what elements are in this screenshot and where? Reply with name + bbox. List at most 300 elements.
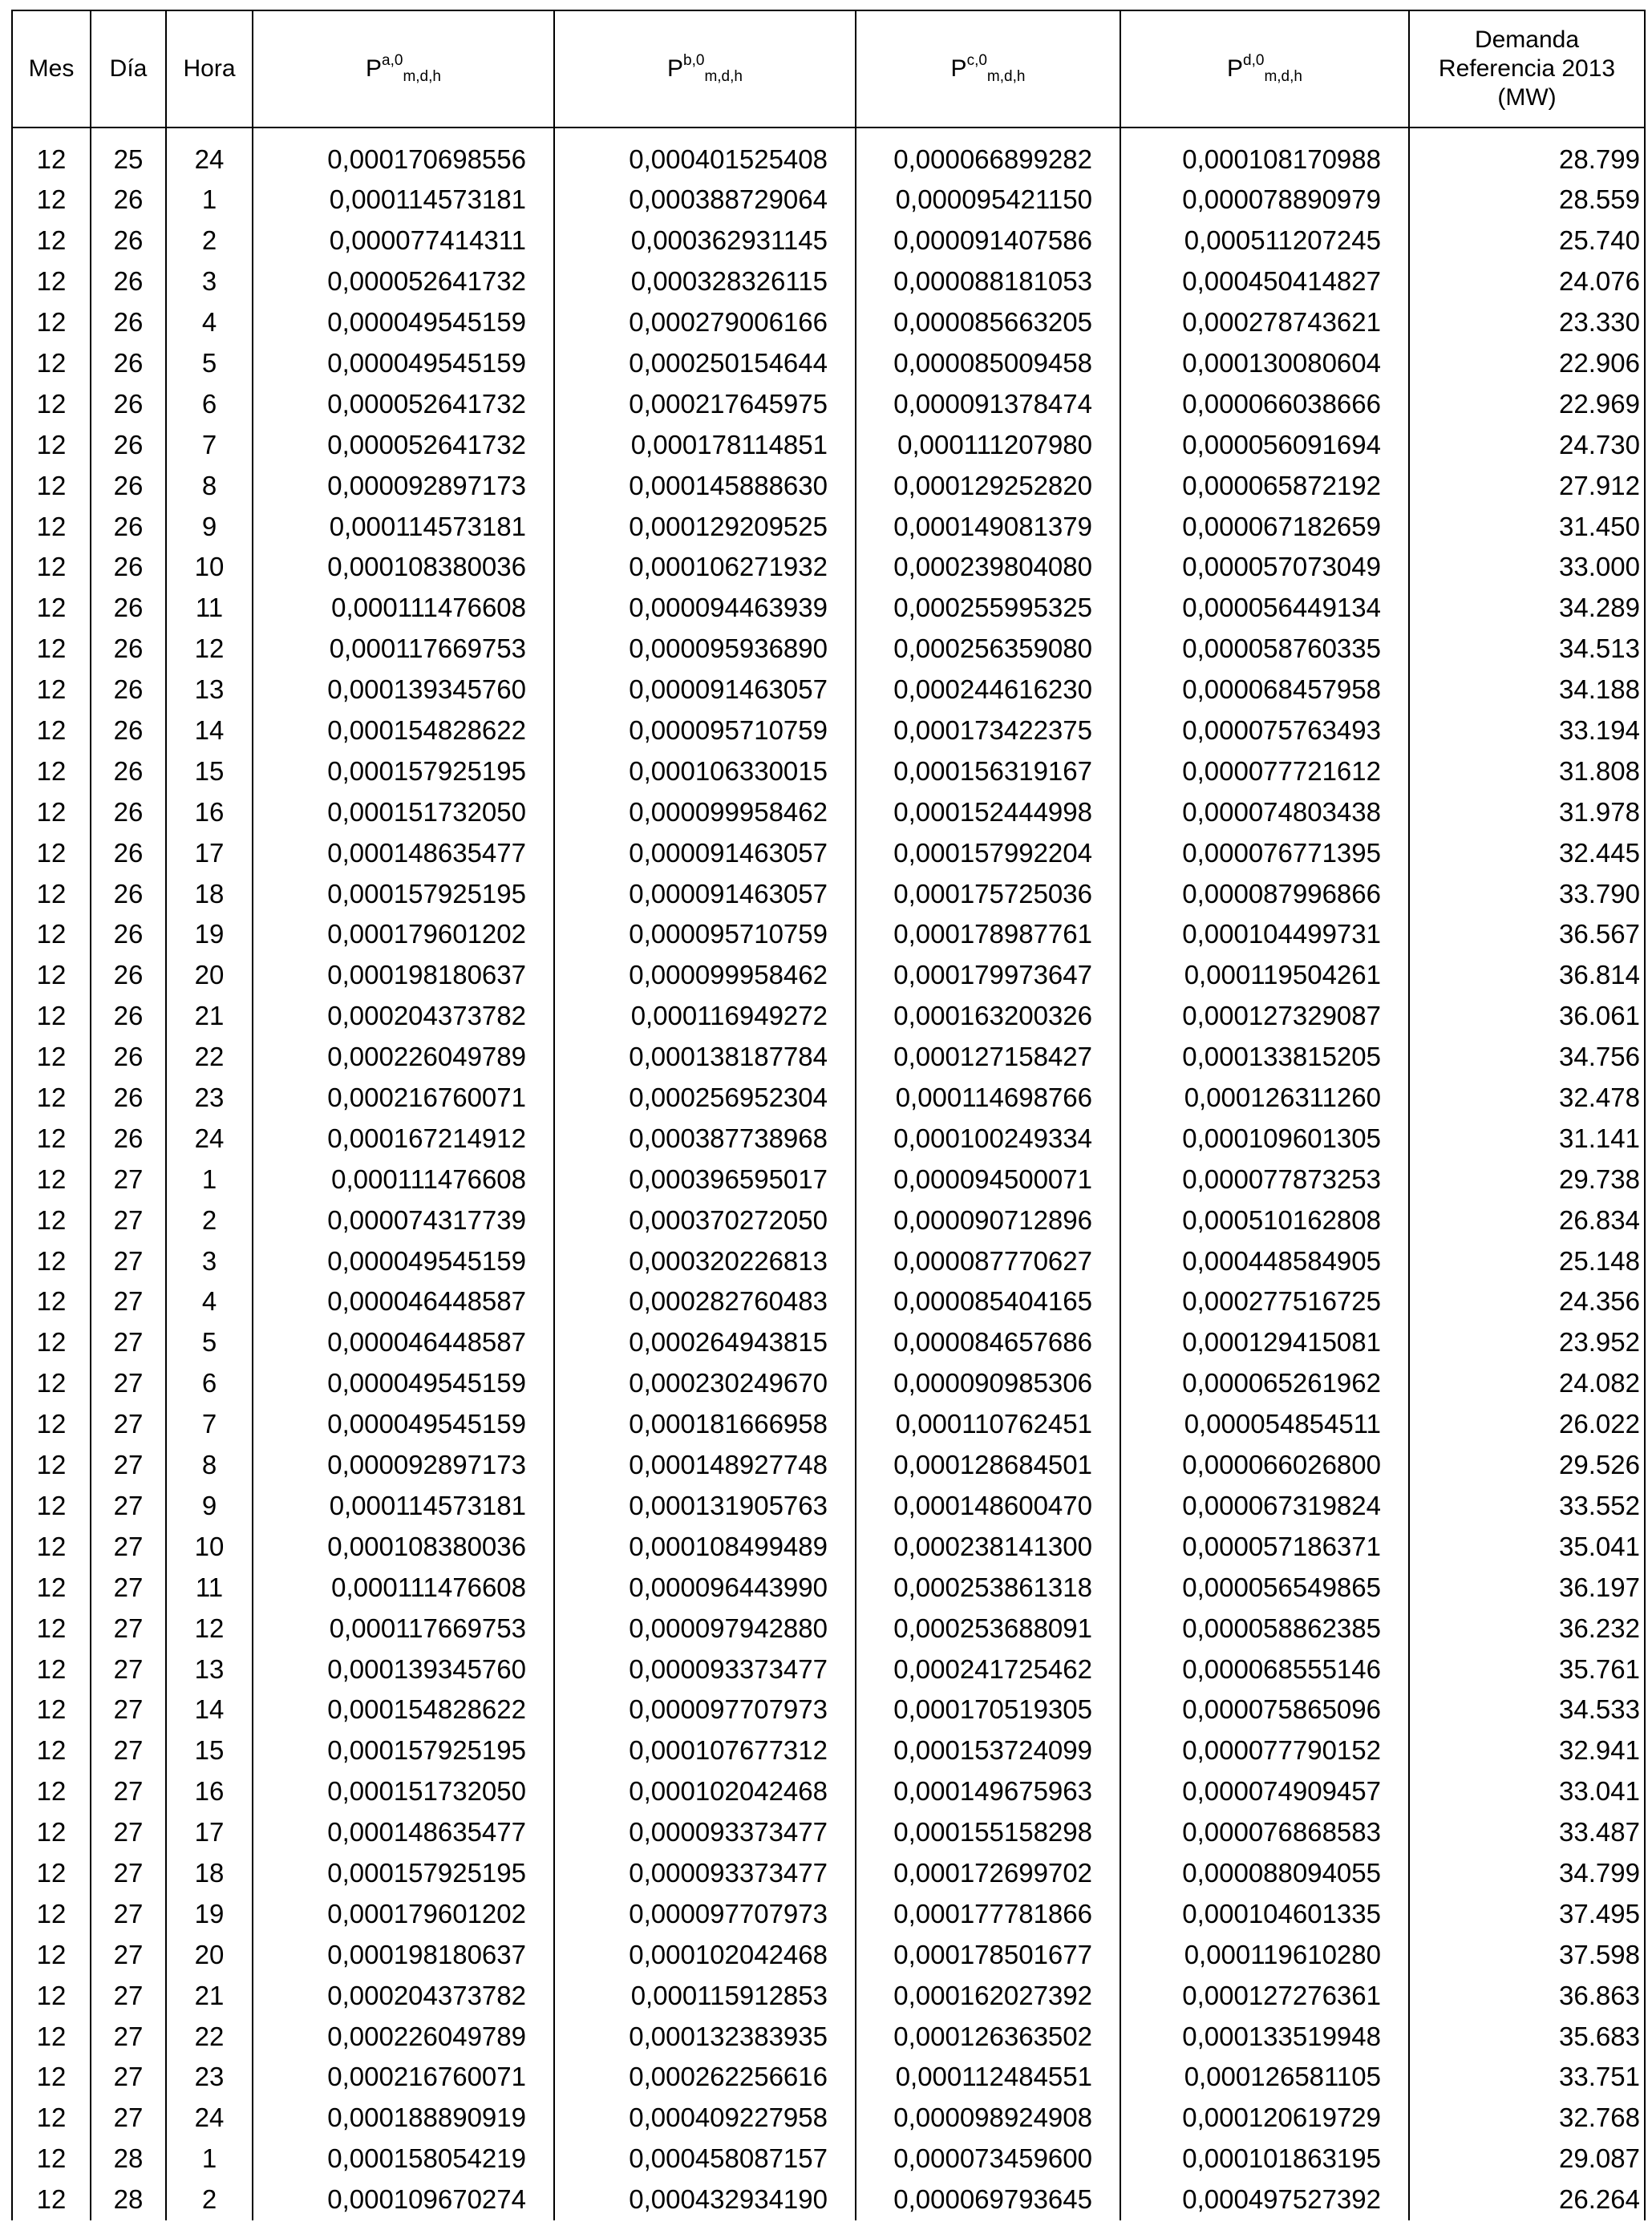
cell-pc: 0,000114698766 [856,1078,1120,1119]
cell-pb: 0,000091463057 [554,873,856,914]
cell-pd: 0,000450414827 [1120,261,1409,302]
cell-pc: 0,000129252820 [856,465,1120,506]
cell-demanda: 36.567 [1409,914,1645,955]
cell-hora: 7 [166,424,253,465]
cell-hora: 24 [166,1118,253,1159]
cell-hora: 24 [166,2098,253,2139]
cell-pb: 0,000178114851 [554,424,856,465]
cell-pb: 0,000095710759 [554,710,856,751]
cell-dia: 26 [91,1078,166,1119]
cell-pd: 0,000065872192 [1120,465,1409,506]
cell-demanda: 34.756 [1409,1037,1645,1078]
cell-demanda: 31.808 [1409,751,1645,791]
cell-mes: 12 [12,302,91,343]
cell-pd: 0,000057073049 [1120,547,1409,588]
table-row [12,832,1645,873]
cell-dia: 27 [91,1771,166,1812]
cell-hora: 8 [166,1445,253,1486]
cell-mes: 12 [12,1771,91,1812]
cell-hora: 23 [166,2057,253,2098]
cell-pb: 0,000362931145 [554,221,856,261]
cell-mes: 12 [12,1200,91,1240]
table-row [12,914,1645,955]
cell-mes: 12 [12,1118,91,1159]
cell-pa: 0,000158054219 [253,2139,554,2179]
cell-mes: 12 [12,343,91,384]
header-dia: Día [91,10,166,127]
cell-pc: 0,000091407586 [856,221,1120,261]
cell-dia: 28 [91,2179,166,2220]
cell-pa: 0,000151732050 [253,1771,554,1812]
cell-dia: 26 [91,710,166,751]
cell-mes: 12 [12,791,91,832]
table-row [12,588,1645,629]
cell-hora: 18 [166,1853,253,1894]
table-row [12,1118,1645,1159]
cell-mes: 12 [12,180,91,221]
cell-hora: 22 [166,2016,253,2057]
cell-demanda: 36.863 [1409,1975,1645,2016]
cell-hora: 4 [166,302,253,343]
cell-mes: 12 [12,955,91,996]
cell-pd: 0,000077873253 [1120,1159,1409,1200]
cell-mes: 12 [12,1404,91,1445]
cell-pb: 0,000145888630 [554,465,856,506]
cell-pa: 0,000117669753 [253,1608,554,1649]
table-row [12,1445,1645,1486]
cell-pd: 0,000057186371 [1120,1526,1409,1567]
cell-pc: 0,000172699702 [856,1853,1120,1894]
cell-pd: 0,000087996866 [1120,873,1409,914]
cell-dia: 26 [91,996,166,1037]
cell-dia: 26 [91,547,166,588]
cell-mes: 12 [12,832,91,873]
cell-pd: 0,000074803438 [1120,791,1409,832]
header-pa: P$^{a,0}_{m,d,h}$ [253,10,554,127]
cell-pb: 0,000106271932 [554,547,856,588]
table-row [12,1240,1645,1281]
table-row [12,1853,1645,1894]
cell-mes: 12 [12,1730,91,1771]
cell-pa: 0,000077414311 [253,221,554,261]
cell-mes: 12 [12,2179,91,2220]
cell-pd: 0,000119610280 [1120,1934,1409,1975]
cell-dia: 27 [91,1322,166,1363]
cell-dia: 26 [91,914,166,955]
cell-pa: 0,000114573181 [253,180,554,221]
cell-pb: 0,000094463939 [554,588,856,629]
cell-pa: 0,000052641732 [253,424,554,465]
cell-pa: 0,000139345760 [253,670,554,710]
cell-mes: 12 [12,547,91,588]
table-row [12,1934,1645,1975]
table-row [12,1690,1645,1730]
cell-demanda: 35.761 [1409,1649,1645,1690]
cell-hora: 18 [166,873,253,914]
cell-pa: 0,000198180637 [253,955,554,996]
cell-hora: 21 [166,1975,253,2016]
cell-pd: 0,000130080604 [1120,343,1409,384]
cell-pa: 0,000154828622 [253,1690,554,1730]
cell-hora: 5 [166,343,253,384]
cell-dia: 27 [91,1649,166,1690]
table-row [12,465,1645,506]
cell-pb: 0,000091463057 [554,832,856,873]
cell-demanda: 23.330 [1409,302,1645,343]
cell-demanda: 25.148 [1409,1240,1645,1281]
cell-pd: 0,000056449134 [1120,588,1409,629]
cell-pd: 0,000277516725 [1120,1281,1409,1322]
cell-pa: 0,000170698556 [253,127,554,180]
cell-pb: 0,000097707973 [554,1893,856,1934]
cell-mes: 12 [12,1812,91,1853]
cell-pd: 0,000126581105 [1120,2057,1409,2098]
cell-pb: 0,000115912853 [554,1975,856,2016]
cell-pa: 0,000154828622 [253,710,554,751]
cell-dia: 26 [91,180,166,221]
cell-pb: 0,000250154644 [554,343,856,384]
cell-dia: 28 [91,2139,166,2179]
cell-dia: 26 [91,670,166,710]
cell-pd: 0,000068555146 [1120,1649,1409,1690]
cell-hora: 9 [166,506,253,547]
table-row [12,1771,1645,1812]
cell-pb: 0,000230249670 [554,1363,856,1404]
cell-demanda: 33.751 [1409,2057,1645,2098]
cell-hora: 14 [166,710,253,751]
cell-pb: 0,000093373477 [554,1812,856,1853]
cell-mes: 12 [12,221,91,261]
table-row [12,1608,1645,1649]
cell-mes: 12 [12,1445,91,1486]
cell-hora: 11 [166,1567,253,1608]
cell-hora: 2 [166,1200,253,1240]
table-row [12,1078,1645,1119]
cell-dia: 26 [91,465,166,506]
table-row [12,547,1645,588]
cell-pb: 0,000095710759 [554,914,856,955]
cell-dia: 26 [91,221,166,261]
cell-pa: 0,000179601202 [253,1893,554,1934]
cell-pc: 0,000110762451 [856,1404,1120,1445]
cell-hora: 11 [166,588,253,629]
table-row [12,1037,1645,1078]
cell-pd: 0,000120619729 [1120,2098,1409,2139]
cell-demanda: 36.814 [1409,955,1645,996]
cell-mes: 12 [12,1934,91,1975]
cell-pc: 0,000238141300 [856,1526,1120,1567]
cell-demanda: 25.740 [1409,221,1645,261]
table-row [12,1486,1645,1527]
cell-pb: 0,000097942880 [554,1608,856,1649]
table-row [12,1281,1645,1322]
cell-mes: 12 [12,914,91,955]
cell-demanda: 37.598 [1409,1934,1645,1975]
cell-mes: 12 [12,1281,91,1322]
cell-mes: 12 [12,588,91,629]
cell-demanda: 32.941 [1409,1730,1645,1771]
cell-dia: 27 [91,1934,166,1975]
cell-dia: 27 [91,1363,166,1404]
cell-dia: 26 [91,955,166,996]
cell-pc: 0,000241725462 [856,1649,1120,1690]
cell-demanda: 26.834 [1409,1200,1645,1240]
cell-pd: 0,000077721612 [1120,751,1409,791]
cell-pc: 0,000149081379 [856,506,1120,547]
cell-demanda: 31.978 [1409,791,1645,832]
cell-hora: 22 [166,1037,253,1078]
cell-dia: 26 [91,751,166,791]
cell-pb: 0,000370272050 [554,1200,856,1240]
table-row [12,1730,1645,1771]
cell-mes: 12 [12,1322,91,1363]
cell-mes: 12 [12,1486,91,1527]
cell-hora: 20 [166,1934,253,1975]
cell-hora: 17 [166,1812,253,1853]
cell-dia: 26 [91,832,166,873]
cell-pb: 0,000282760483 [554,1281,856,1322]
cell-pc: 0,000244616230 [856,670,1120,710]
cell-pb: 0,000181666958 [554,1404,856,1445]
cell-pc: 0,000085404165 [856,1281,1120,1322]
cell-pb: 0,000095936890 [554,629,856,670]
cell-pc: 0,000157992204 [856,832,1120,873]
header-demanda: Demanda Referencia 2013 (MW) [1409,10,1645,127]
cell-pa: 0,000157925195 [253,1853,554,1894]
cell-pb: 0,000217645975 [554,383,856,424]
cell-pb: 0,000401525408 [554,127,856,180]
cell-pc: 0,000111207980 [856,424,1120,465]
cell-mes: 12 [12,1363,91,1404]
cell-hora: 2 [166,2179,253,2220]
cell-dia: 26 [91,873,166,914]
cell-demanda: 32.445 [1409,832,1645,873]
cell-mes: 12 [12,1975,91,2016]
cell-dia: 27 [91,1690,166,1730]
cell-dia: 27 [91,1200,166,1240]
cell-pd: 0,000075763493 [1120,710,1409,751]
cell-demanda: 27.912 [1409,465,1645,506]
cell-mes: 12 [12,1567,91,1608]
table-row [12,996,1645,1037]
cell-pb: 0,000458087157 [554,2139,856,2179]
cell-demanda: 32.768 [1409,2098,1645,2139]
table-row [12,1567,1645,1608]
cell-pb: 0,000388729064 [554,180,856,221]
cell-dia: 27 [91,1240,166,1281]
data-table-container [11,10,1644,2220]
cell-pd: 0,000109601305 [1120,1118,1409,1159]
cell-pa: 0,000167214912 [253,1118,554,1159]
cell-demanda: 33.000 [1409,547,1645,588]
cell-mes: 12 [12,873,91,914]
cell-pa: 0,000052641732 [253,261,554,302]
cell-hora: 20 [166,955,253,996]
table-row [12,1649,1645,1690]
cell-pc: 0,000256359080 [856,629,1120,670]
cell-pd: 0,000127329087 [1120,996,1409,1037]
cell-dia: 27 [91,1445,166,1486]
cell-pb: 0,000148927748 [554,1445,856,1486]
cell-mes: 12 [12,2139,91,2179]
cell-hora: 2 [166,221,253,261]
cell-pb: 0,000093373477 [554,1853,856,1894]
cell-pc: 0,000095421150 [856,180,1120,221]
cell-pb: 0,000091463057 [554,670,856,710]
cell-pc: 0,000073459600 [856,2139,1120,2179]
cell-pa: 0,000226049789 [253,2016,554,2057]
cell-pd: 0,000074909457 [1120,1771,1409,1812]
table-row [12,221,1645,261]
cell-dia: 27 [91,1526,166,1567]
cell-hora: 24 [166,127,253,180]
cell-pa: 0,000049545159 [253,1404,554,1445]
cell-pd: 0,000066026800 [1120,1445,1409,1486]
cell-pb: 0,000387738968 [554,1118,856,1159]
cell-pd: 0,000511207245 [1120,221,1409,261]
cell-dia: 27 [91,1853,166,1894]
cell-pb: 0,000131905763 [554,1486,856,1527]
cell-demanda: 29.738 [1409,1159,1645,1200]
cell-mes: 12 [12,127,91,180]
cell-demanda: 31.141 [1409,1118,1645,1159]
cell-demanda: 22.969 [1409,383,1645,424]
cell-mes: 12 [12,1690,91,1730]
cell-hora: 15 [166,751,253,791]
cell-dia: 27 [91,1159,166,1200]
cell-pc: 0,000253861318 [856,1567,1120,1608]
cell-pc: 0,000156319167 [856,751,1120,791]
cell-mes: 12 [12,2016,91,2057]
table-row [12,1363,1645,1404]
cell-pb: 0,000106330015 [554,751,856,791]
cell-dia: 27 [91,1812,166,1853]
cell-pb: 0,000262256616 [554,2057,856,2098]
cell-pc: 0,000177781866 [856,1893,1120,1934]
cell-dia: 27 [91,2057,166,2098]
cell-demanda: 35.683 [1409,2016,1645,2057]
cell-mes: 12 [12,1649,91,1690]
cell-demanda: 36.232 [1409,1608,1645,1649]
cell-pd: 0,000067319824 [1120,1486,1409,1527]
cell-hora: 5 [166,1322,253,1363]
cell-pb: 0,000328326115 [554,261,856,302]
cell-pc: 0,000088181053 [856,261,1120,302]
cell-dia: 26 [91,629,166,670]
cell-demanda: 24.082 [1409,1363,1645,1404]
table-row [12,751,1645,791]
cell-pa: 0,000216760071 [253,2057,554,2098]
cell-pc: 0,000100249334 [856,1118,1120,1159]
cell-pd: 0,000101863195 [1120,2139,1409,2179]
cell-pa: 0,000109670274 [253,2179,554,2220]
cell-hora: 19 [166,914,253,955]
cell-demanda: 36.061 [1409,996,1645,1037]
cell-dia: 26 [91,588,166,629]
cell-pd: 0,000068457958 [1120,670,1409,710]
cell-pb: 0,000138187784 [554,1037,856,1078]
cell-mes: 12 [12,506,91,547]
cell-pc: 0,000091378474 [856,383,1120,424]
cell-pd: 0,000448584905 [1120,1240,1409,1281]
table-row [12,343,1645,384]
cell-pa: 0,000092897173 [253,1445,554,1486]
cell-pd: 0,000104601335 [1120,1893,1409,1934]
table-row [12,873,1645,914]
cell-pc: 0,000087770627 [856,1240,1120,1281]
cell-hora: 3 [166,1240,253,1281]
cell-dia: 26 [91,383,166,424]
table-row [12,710,1645,751]
cell-pb: 0,000102042468 [554,1771,856,1812]
cell-dia: 27 [91,1608,166,1649]
cell-mes: 12 [12,383,91,424]
header-mes: Mes [12,10,91,127]
cell-pb: 0,000264943815 [554,1322,856,1363]
cell-demanda: 26.022 [1409,1404,1645,1445]
cell-hora: 1 [166,180,253,221]
table-row [12,1159,1645,1200]
cell-pd: 0,000119504261 [1120,955,1409,996]
cell-hora: 1 [166,1159,253,1200]
cell-mes: 12 [12,1037,91,1078]
cell-hora: 14 [166,1690,253,1730]
cell-demanda: 34.513 [1409,629,1645,670]
table-row [12,791,1645,832]
cell-pa: 0,000157925195 [253,751,554,791]
cell-pb: 0,000320226813 [554,1240,856,1281]
cell-pa: 0,000111476608 [253,588,554,629]
cell-pa: 0,000148635477 [253,1812,554,1853]
cell-pc: 0,000090985306 [856,1363,1120,1404]
cell-pb: 0,000129209525 [554,506,856,547]
cell-pb: 0,000096443990 [554,1567,856,1608]
cell-pa: 0,000179601202 [253,914,554,955]
cell-hora: 13 [166,1649,253,1690]
cell-pb: 0,000107677312 [554,1730,856,1771]
cell-pc: 0,000152444998 [856,791,1120,832]
cell-hora: 13 [166,670,253,710]
cell-pd: 0,000278743621 [1120,302,1409,343]
cell-pd: 0,000067182659 [1120,506,1409,547]
cell-pc: 0,000163200326 [856,996,1120,1037]
cell-pd: 0,000108170988 [1120,127,1409,180]
table-row [12,1322,1645,1363]
cell-pa: 0,000108380036 [253,547,554,588]
cell-mes: 12 [12,2098,91,2139]
cell-mes: 12 [12,1853,91,1894]
cell-pc: 0,000178987761 [856,914,1120,955]
cell-hora: 16 [166,1771,253,1812]
cell-demanda: 24.730 [1409,424,1645,465]
table-row [12,1812,1645,1853]
cell-dia: 26 [91,1118,166,1159]
cell-dia: 26 [91,506,166,547]
cell-demanda: 28.799 [1409,127,1645,180]
cell-pd: 0,000066038666 [1120,383,1409,424]
header-pb: P$^{b,0}_{m,d,h}$ [554,10,856,127]
cell-pc: 0,000179973647 [856,955,1120,996]
cell-demanda: 33.487 [1409,1812,1645,1853]
cell-hora: 21 [166,996,253,1037]
cell-hora: 3 [166,261,253,302]
cell-pc: 0,000155158298 [856,1812,1120,1853]
cell-pa: 0,000092897173 [253,465,554,506]
header-row [12,10,1645,127]
cell-pa: 0,000148635477 [253,832,554,873]
table-row [12,670,1645,710]
cell-pc: 0,000149675963 [856,1771,1120,1812]
